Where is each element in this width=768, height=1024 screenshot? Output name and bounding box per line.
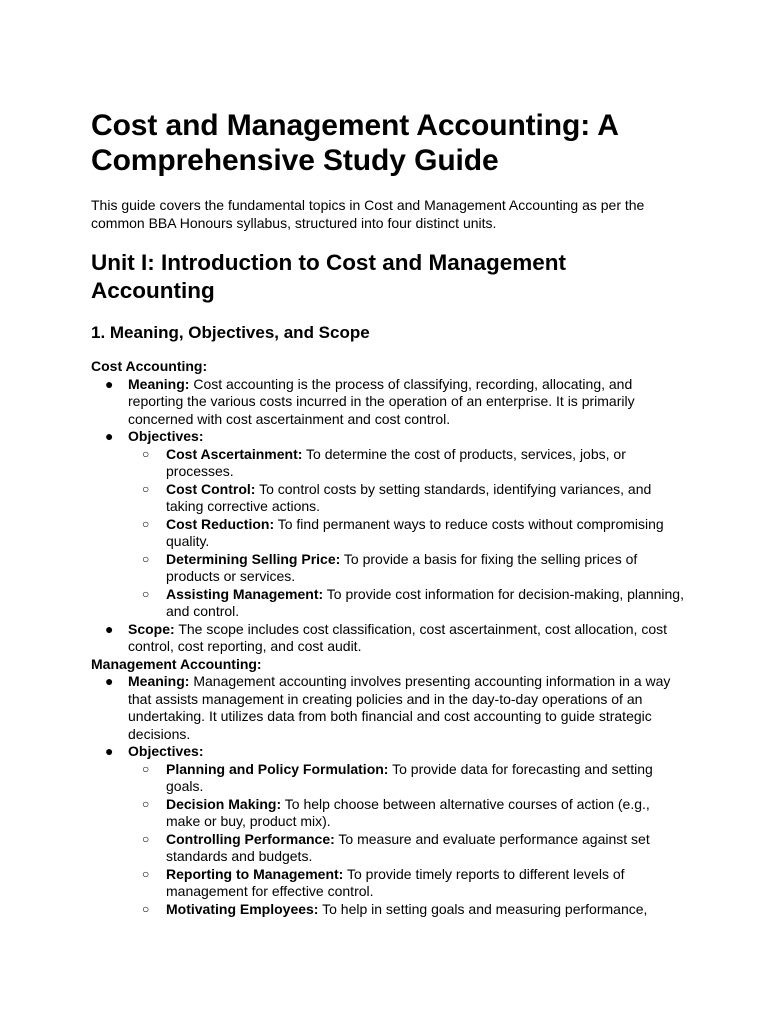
list-item bbox=[91, 831, 684, 866]
bullet-icon: ● bbox=[105, 428, 114, 444]
unit-heading: Unit I: Introduction to Cost and Management Accounting bbox=[91, 250, 566, 303]
item-text: Management accounting involves presenting accounting information in a way that assists management in creating policies and in the day-to-day operations of an undertaking. It utilizes data from both financial and cost accounting to guide strategic decisions. bbox=[128, 673, 671, 742]
cost-accounting-heading: Cost Accounting: bbox=[91, 358, 208, 374]
item-label: Decision Making: bbox=[166, 795, 282, 812]
item-label: Planning and Policy Formulation: bbox=[166, 760, 389, 777]
bullet-icon: ● bbox=[105, 620, 114, 637]
list-item bbox=[91, 761, 684, 796]
list-item bbox=[91, 743, 684, 918]
bullet-icon: ● bbox=[105, 673, 114, 689]
item-label: Cost Reduction: bbox=[166, 515, 275, 532]
circle-bullet-icon: ○ bbox=[142, 761, 150, 776]
item-text: The scope includes cost classification, cost ascertainment, cost allocation, cost control, cost reporting, and cost audit. bbox=[128, 620, 667, 654]
item-label: Cost Ascertainment: bbox=[166, 445, 303, 462]
management-accounting-list bbox=[91, 673, 684, 918]
item-text: To help in setting goals and measuring performance, bbox=[318, 900, 648, 917]
item-text: To control costs by setting standards, identifying variances, and taking corrective actions. bbox=[166, 480, 652, 514]
list-item bbox=[91, 901, 684, 919]
cost-objectives-list bbox=[128, 446, 684, 621]
bullet-icon: ● bbox=[105, 375, 114, 392]
list-item bbox=[91, 586, 684, 621]
circle-bullet-icon: ○ bbox=[142, 866, 150, 881]
item-label: Assisting Management: bbox=[166, 585, 324, 602]
item-label: Objectives: bbox=[128, 428, 204, 444]
intro-paragraph: This guide covers the fundamental topics in Cost and Management Accounting as per the common BBA Honours syllabus, structured into four distinct units. bbox=[91, 197, 645, 231]
item-label: Meaning: bbox=[128, 375, 190, 392]
circle-bullet-icon: ○ bbox=[142, 446, 150, 461]
document-title: Cost and Management Accounting: A Comprehensive Study Guide bbox=[91, 109, 618, 177]
item-text: To help choose between alternative courses of action (e.g., make or buy, product mix). bbox=[166, 795, 650, 829]
item-text: To provide data for forecasting and setting goals. bbox=[166, 760, 653, 794]
list-item bbox=[91, 516, 684, 551]
list-item bbox=[91, 621, 684, 656]
list-item bbox=[91, 428, 684, 621]
list-item bbox=[91, 376, 684, 429]
item-text: To find permanent ways to reduce costs without compromising quality. bbox=[166, 515, 664, 549]
item-label: Meaning: bbox=[128, 673, 190, 689]
item-text: To determine the cost of products, services, jobs, or processes. bbox=[166, 445, 626, 479]
item-label: Scope: bbox=[128, 620, 175, 637]
item-text: Cost accounting is the process of classifying, recording, allocating, and reporting the various costs incurred in the operation of an enterprise. It is primarily concerned with cost ascertainment and cost control. bbox=[128, 375, 635, 427]
list-item bbox=[91, 796, 684, 831]
management-accounting-heading: Management Accounting: bbox=[91, 655, 262, 672]
item-text: To provide timely reports to different levels of management for effective control. bbox=[166, 865, 625, 899]
item-text: To measure and evaluate performance against set standards and budgets. bbox=[166, 830, 650, 864]
item-text: To provide cost information for decision-making, planning, and control. bbox=[166, 585, 684, 619]
list-item bbox=[91, 673, 684, 743]
circle-bullet-icon: ○ bbox=[142, 901, 150, 916]
item-label: Controlling Performance: bbox=[166, 830, 335, 847]
circle-bullet-icon: ○ bbox=[142, 481, 150, 496]
circle-bullet-icon: ○ bbox=[142, 516, 150, 531]
list-item bbox=[91, 481, 684, 516]
circle-bullet-icon: ○ bbox=[142, 831, 150, 846]
list-item bbox=[91, 866, 684, 901]
item-label: Reporting to Management: bbox=[166, 865, 344, 882]
circle-bullet-icon: ○ bbox=[142, 796, 150, 811]
item-label: Motivating Employees: bbox=[166, 900, 319, 917]
management-objectives-list bbox=[128, 761, 684, 919]
item-label: Determining Selling Price: bbox=[166, 550, 341, 567]
cost-accounting-list bbox=[91, 376, 684, 656]
circle-bullet-icon: ○ bbox=[142, 551, 150, 566]
bullet-icon: ● bbox=[105, 743, 114, 759]
item-text: To provide a basis for fixing the selling prices of products or services. bbox=[166, 550, 638, 584]
circle-bullet-icon: ○ bbox=[142, 586, 150, 601]
item-label: Objectives: bbox=[128, 743, 204, 759]
list-item bbox=[91, 551, 684, 586]
section-heading: 1. Meaning, Objectives, and Scope bbox=[91, 323, 370, 342]
list-item bbox=[91, 446, 684, 481]
item-label: Cost Control: bbox=[166, 480, 256, 497]
